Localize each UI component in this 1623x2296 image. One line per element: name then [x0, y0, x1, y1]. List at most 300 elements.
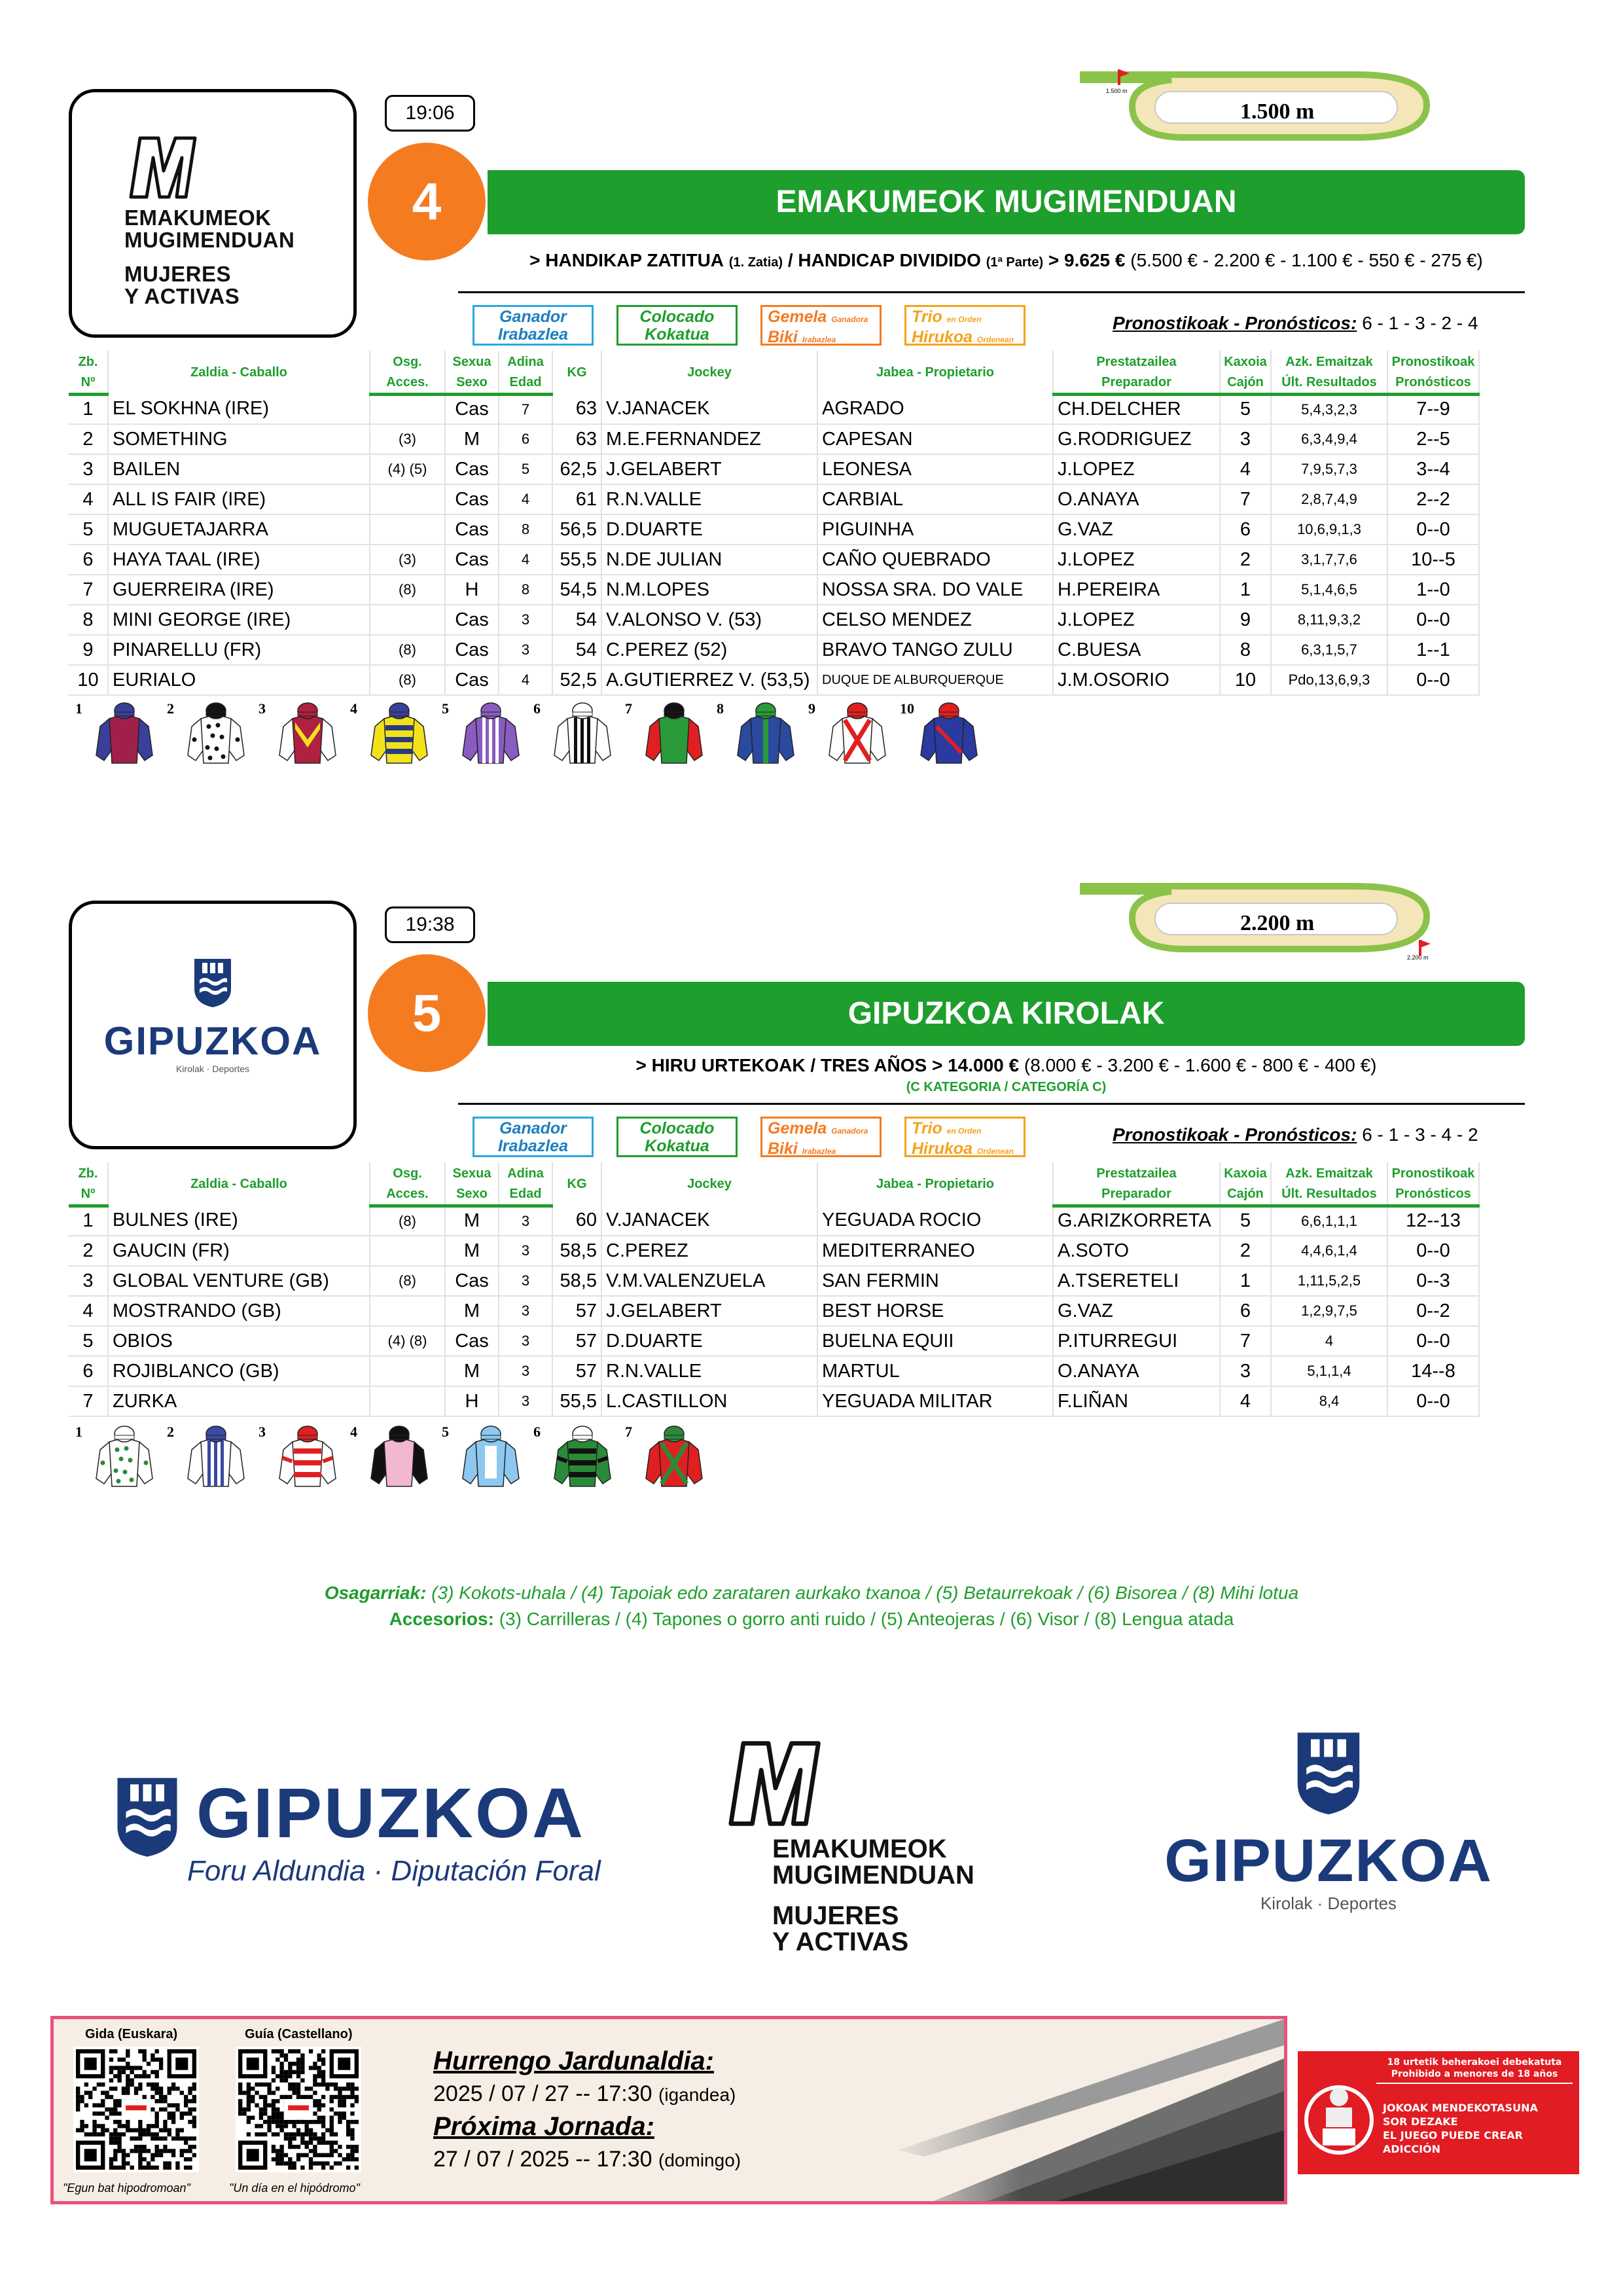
cell-jockey: D.DUARTE	[601, 514, 817, 545]
bet-trio	[904, 305, 1026, 346]
cell-weight: 63	[552, 424, 601, 454]
table-row	[69, 1296, 1479, 1326]
cell-forecast: 3--4	[1387, 454, 1479, 484]
next-date-es: 27 / 07 / 2025 -- 17:30	[433, 2147, 652, 2172]
table-row	[69, 545, 1479, 575]
cell-trainer: F.LIÑAN	[1053, 1386, 1220, 1416]
cell-row-number: 9	[69, 635, 108, 665]
cell-jockey: M.E.FERNANDEZ	[601, 424, 817, 454]
cell-owner: LEONESA	[817, 454, 1053, 484]
gipuzkoa-shield-icon	[111, 1774, 183, 1859]
cell-horse-name: OBIOS	[108, 1326, 370, 1356]
cell-owner: BEST HORSE	[817, 1296, 1053, 1326]
silk-number: 3	[259, 1424, 266, 1440]
logo-line-3: MUJERES	[772, 1901, 899, 1930]
cell-sex: M	[445, 1356, 499, 1386]
cell-accessories	[370, 1386, 445, 1416]
th-prest: Prestatzailea	[1053, 351, 1220, 372]
silk-item	[442, 1424, 533, 1502]
logo-line-2: MUGIMENDUAN	[124, 228, 295, 252]
warning-addiction	[1383, 2101, 1573, 2156]
table-row	[69, 394, 1479, 424]
cell-sex: Cas	[445, 635, 499, 665]
silk-item	[717, 700, 808, 779]
silk-item	[75, 700, 167, 779]
cell-trainer: J.LOPEZ	[1053, 545, 1220, 575]
silk-item	[625, 1424, 717, 1502]
cell-row-number: 1	[69, 394, 108, 424]
th-sexo: Sexo	[445, 372, 499, 394]
cell-jockey: C.PEREZ (52)	[601, 635, 817, 665]
warning-age	[1376, 2056, 1573, 2084]
table-row	[69, 1356, 1479, 1386]
th-acc: Acces.	[370, 1184, 445, 1206]
cell-trainer: G.ARIZKORRETA	[1053, 1206, 1220, 1236]
cell-draw: 1	[1220, 1266, 1271, 1296]
gipuzkoa-kirolak-logo	[69, 901, 357, 1149]
table-row	[69, 424, 1479, 454]
cell-forecast: 0--0	[1387, 665, 1479, 695]
cell-row-number: 2	[69, 1236, 108, 1266]
bet-ganador	[473, 305, 594, 346]
cell-draw: 1	[1220, 575, 1271, 605]
cell-jockey: R.N.VALLE	[601, 484, 817, 514]
bet-label: Hirukoa	[912, 1139, 973, 1158]
bet-colocado	[616, 1117, 738, 1157]
table-row	[69, 605, 1479, 635]
th-kaxoia: Kaxoia	[1220, 1162, 1271, 1184]
cell-jockey: L.CASTILLON	[601, 1386, 817, 1416]
cell-jockey: J.GELABERT	[601, 454, 817, 484]
accessories-es	[0, 1609, 1623, 1630]
cell-age: 5	[499, 454, 552, 484]
pron-value: 6 - 1 - 3 - 4 - 2	[1362, 1124, 1478, 1145]
bet-label: Biki	[768, 1139, 798, 1158]
logo-line-1: EMAKUMEOK	[124, 206, 272, 230]
bet-label: Kokatua	[645, 1137, 709, 1155]
cell-horse-name: HAYA TAAL (IRE)	[108, 545, 370, 575]
jockey-silk-icon	[919, 700, 978, 766]
jockey-silk-icon	[370, 1424, 429, 1489]
next-label-eu: Hurrengo Jardunaldia:	[433, 2047, 714, 2075]
cell-forecast: 0--0	[1387, 1236, 1479, 1266]
cell-weight: 56,5	[552, 514, 601, 545]
cond-breakdown: (5.500 € - 2.200 € - 1.100 € - 550 € - 275 €)	[1130, 250, 1483, 270]
cell-horse-name: GUERREIRA (IRE)	[108, 575, 370, 605]
cell-sex: Cas	[445, 545, 499, 575]
th-prons: Pronósticos	[1387, 372, 1479, 394]
cell-age: 4	[499, 545, 552, 575]
cell-sex: Cas	[445, 454, 499, 484]
cell-trainer: A.TSERETELI	[1053, 1266, 1220, 1296]
table-row	[69, 484, 1479, 514]
qr-icon	[76, 2049, 196, 2170]
cell-accessories	[370, 1296, 445, 1326]
race-number: 4	[368, 143, 486, 260]
cell-age: 3	[499, 1206, 552, 1236]
table-row	[69, 514, 1479, 545]
pron-value: 6 - 1 - 3 - 2 - 4	[1362, 313, 1478, 333]
cell-sex: Cas	[445, 605, 499, 635]
th-zb: Zb.	[69, 1162, 108, 1184]
cell-trainer: G.RODRIGUEZ	[1053, 424, 1220, 454]
cell-draw: 10	[1220, 665, 1271, 695]
cell-weight: 54	[552, 635, 601, 665]
cell-row-number: 3	[69, 454, 108, 484]
divider	[458, 1103, 1525, 1105]
table-row	[69, 575, 1479, 605]
jockey-silk-icon	[645, 1424, 704, 1489]
jockey-silk-icon	[278, 1424, 337, 1489]
th-n: Nº	[69, 372, 108, 394]
silk-number: 8	[717, 700, 724, 717]
person-icon	[1303, 2071, 1375, 2169]
jockey-silk-icon	[187, 1424, 245, 1489]
bet-label: Ganador	[499, 1119, 567, 1138]
cell-trainer: P.ITURREGUI	[1053, 1326, 1220, 1356]
race-time: 19:06	[385, 95, 475, 132]
cell-weight: 57	[552, 1326, 601, 1356]
cell-accessories	[370, 605, 445, 635]
race-conditions	[488, 1055, 1525, 1076]
cell-horse-name: ROJIBLANCO (GB)	[108, 1356, 370, 1386]
cell-row-number: 5	[69, 514, 108, 545]
silk-item	[625, 700, 717, 779]
bet-label: Gemela	[768, 1119, 827, 1138]
cell-forecast: 0--0	[1387, 1326, 1479, 1356]
grandstand-photo	[878, 2019, 1284, 2204]
qr-icon	[238, 2049, 359, 2170]
th-prest: Prestatzailea	[1053, 1162, 1220, 1184]
bet-label: Trio	[912, 308, 942, 326]
cell-owner: CARBIAL	[817, 484, 1053, 514]
warning-top-2: Prohibido a menores de 18 años	[1391, 2069, 1558, 2079]
cell-horse-name: MOSTRANDO (GB)	[108, 1296, 370, 1326]
cell-last-results: 5,4,3,2,3	[1271, 394, 1387, 424]
jockey-silk-icon	[95, 700, 154, 766]
cell-row-number: 8	[69, 605, 108, 635]
cell-sex: Cas	[445, 665, 499, 695]
table-row	[69, 1266, 1479, 1296]
table-row	[69, 1236, 1479, 1266]
cell-accessories	[370, 514, 445, 545]
cell-age: 6	[499, 424, 552, 454]
bet-ganador	[473, 1117, 594, 1157]
race-title: GIPUZKOA KIROLAK	[488, 982, 1525, 1046]
cell-last-results: 3,1,7,7,6	[1271, 545, 1387, 575]
cell-age: 3	[499, 1266, 552, 1296]
bet-label: en Orden	[946, 315, 982, 324]
th-kaxoia: Kaxoia	[1220, 351, 1271, 372]
qr-caption-eu: "Egun bat hipodromoan"	[63, 2181, 190, 2195]
cell-trainer: CH.DELCHER	[1053, 394, 1220, 424]
qr-caption-es: "Un día en el hipódromo"	[229, 2181, 360, 2195]
silk-number: 10	[900, 700, 914, 717]
cell-owner: CELSO MENDEZ	[817, 605, 1053, 635]
cell-trainer: O.ANAYA	[1053, 1356, 1220, 1386]
cell-trainer: H.PEREIRA	[1053, 575, 1220, 605]
silk-item	[442, 700, 533, 779]
cell-draw: 7	[1220, 484, 1271, 514]
cell-row-number: 2	[69, 424, 108, 454]
cell-draw: 7	[1220, 1326, 1271, 1356]
table-row	[69, 1386, 1479, 1416]
track-distance: 1.500 m	[1240, 99, 1315, 124]
next-date-eu: 2025 / 07 / 27 -- 17:30	[433, 2081, 652, 2106]
cell-accessories: (3)	[370, 424, 445, 454]
silk-item	[533, 1424, 625, 1502]
bet-gemela	[760, 305, 882, 346]
track-start-mark: 2.200 m	[1407, 954, 1429, 961]
th-sexo: Sexo	[445, 1184, 499, 1206]
cell-last-results: Pdo,13,6,9,3	[1271, 665, 1387, 695]
cell-forecast: 10--5	[1387, 545, 1479, 575]
th-prep: Preparador	[1053, 1184, 1220, 1206]
pronostics	[1113, 313, 1478, 334]
silk-number: 9	[808, 700, 815, 717]
th-kg: KG	[552, 1162, 601, 1206]
cell-horse-name: EL SOKHNA (IRE)	[108, 394, 370, 424]
cell-draw: 4	[1220, 454, 1271, 484]
race-time: 19:38	[385, 906, 475, 943]
logo-word: GIPUZKOA	[196, 1773, 586, 1852]
cell-accessories	[370, 1236, 445, 1266]
th-sexua: Sexua	[445, 1162, 499, 1184]
cell-accessories: (8)	[370, 1206, 445, 1236]
cell-owner: BUELNA EQUII	[817, 1326, 1053, 1356]
th-adina: Adina	[499, 351, 552, 372]
next-meeting	[433, 2045, 741, 2176]
qr-code-es[interactable]	[236, 2047, 361, 2172]
race-conditions	[488, 250, 1525, 271]
cell-age: 3	[499, 1296, 552, 1326]
cell-row-number: 1	[69, 1206, 108, 1236]
cell-horse-name: EURIALO	[108, 665, 370, 695]
logo-line-4: Y ACTIVAS	[124, 284, 240, 308]
table-row	[69, 1326, 1479, 1356]
cell-owner: MARTUL	[817, 1356, 1053, 1386]
cell-sex: H	[445, 575, 499, 605]
silk-item	[533, 700, 625, 779]
cell-age: 4	[499, 484, 552, 514]
jockey-silk-icon	[278, 700, 337, 766]
runners-table	[69, 351, 1480, 696]
divider	[458, 291, 1525, 293]
logo-sub: Kirolak · Deportes	[1260, 1893, 1397, 1913]
cell-forecast: 0--0	[1387, 605, 1479, 635]
bet-label: Irabazlea	[497, 1137, 568, 1155]
jockey-silk-icon	[461, 700, 520, 766]
accessories-eu	[0, 1583, 1623, 1604]
logo-line-3: MUJERES	[124, 262, 232, 286]
th-edad: Edad	[499, 372, 552, 394]
cell-age: 3	[499, 605, 552, 635]
next-day-es: (domingo)	[658, 2150, 741, 2170]
cell-horse-name: SOMETHING	[108, 424, 370, 454]
cell-jockey: V.M.VALENZUELA	[601, 1266, 817, 1296]
acc-eu-text: (3) Kokots-uhala / (4) Tapoiak edo zarataren aurkako txanoa / (5) Betaurrekoak / (6) Bisorea / (8) Mihi lotua	[431, 1583, 1299, 1603]
runners-table	[69, 1162, 1480, 1417]
th-horse: Zaldia - Caballo	[108, 351, 370, 394]
bet-label: Ordenean	[977, 335, 1014, 344]
cond-prize: > 9.625 €	[1048, 250, 1126, 270]
jockey-silk-icon	[553, 1424, 612, 1489]
silk-item	[900, 700, 991, 779]
cell-forecast: 7--9	[1387, 394, 1479, 424]
cell-draw: 9	[1220, 605, 1271, 635]
cell-last-results: 10,6,9,1,3	[1271, 514, 1387, 545]
cell-age: 3	[499, 1356, 552, 1386]
cell-weight: 61	[552, 484, 601, 514]
cell-forecast: 1--0	[1387, 575, 1479, 605]
th-horse: Zaldia - Caballo	[108, 1162, 370, 1206]
cell-age: 4	[499, 665, 552, 695]
th-azk: Azk. Emaitzak	[1271, 1162, 1387, 1184]
cell-accessories	[370, 484, 445, 514]
jockey-silk-icon	[95, 1424, 154, 1489]
race-title: EMAKUMEOK MUGIMENDUAN	[488, 170, 1525, 234]
cell-horse-name: PINARELLU (FR)	[108, 635, 370, 665]
acc-es-label: Accesorios:	[389, 1609, 494, 1629]
cell-forecast: 0--3	[1387, 1266, 1479, 1296]
cell-trainer: J.M.OSORIO	[1053, 665, 1220, 695]
cell-owner: AGRADO	[817, 394, 1053, 424]
cell-age: 3	[499, 1326, 552, 1356]
cell-owner: YEGUADA MILITAR	[817, 1386, 1053, 1416]
cell-owner: MEDITERRANEO	[817, 1236, 1053, 1266]
next-label-es: Próxima Jornada:	[433, 2112, 654, 2141]
silk-number: 4	[350, 700, 357, 717]
cell-last-results: 1,11,5,2,5	[1271, 1266, 1387, 1296]
jockey-silk-icon	[553, 700, 612, 766]
cell-accessories: (4) (5)	[370, 454, 445, 484]
silk-number: 1	[75, 1424, 82, 1440]
th-n: Nº	[69, 1184, 108, 1206]
cell-weight: 54	[552, 605, 601, 635]
pronostics	[1113, 1124, 1478, 1145]
cell-horse-name: MINI GEORGE (IRE)	[108, 605, 370, 635]
bet-label: Ganador	[499, 308, 567, 326]
bet-label: Irabazlea	[802, 335, 836, 344]
cell-last-results: 5,1,4,6,5	[1271, 575, 1387, 605]
silk-item	[75, 1424, 167, 1502]
cell-jockey: V.JANACEK	[601, 1206, 817, 1236]
cell-sex: M	[445, 424, 499, 454]
cell-draw: 3	[1220, 424, 1271, 454]
cell-last-results: 1,2,9,7,5	[1271, 1296, 1387, 1326]
cell-sex: Cas	[445, 394, 499, 424]
cell-horse-name: GAUCIN (FR)	[108, 1236, 370, 1266]
cell-forecast: 12--13	[1387, 1206, 1479, 1236]
cell-age: 8	[499, 575, 552, 605]
cell-last-results: 5,1,1,4	[1271, 1356, 1387, 1386]
th-acc: Acces.	[370, 372, 445, 394]
cell-weight: 55,5	[552, 545, 601, 575]
cell-jockey: C.PEREZ	[601, 1236, 817, 1266]
bet-label: en Orden	[946, 1126, 982, 1136]
th-owner: Jabea - Propietario	[817, 351, 1053, 394]
th-azk: Azk. Emaitzak	[1271, 351, 1387, 372]
th-osg: Osg.	[370, 1162, 445, 1184]
cell-accessories: (8)	[370, 635, 445, 665]
cond-es-part: (1ª Parte)	[986, 255, 1044, 270]
th-jockey: Jockey	[601, 1162, 817, 1206]
cell-accessories: (3)	[370, 545, 445, 575]
cell-forecast: 1--1	[1387, 635, 1479, 665]
cell-weight: 62,5	[552, 454, 601, 484]
cell-row-number: 10	[69, 665, 108, 695]
cell-sex: M	[445, 1296, 499, 1326]
next-day-eu: (igandea)	[658, 2085, 736, 2105]
cell-jockey: V.JANACEK	[601, 394, 817, 424]
bet-label: Trio	[912, 1119, 942, 1138]
logo-sub: Foru Aldundia · Diputación Foral	[187, 1855, 601, 1887]
cell-trainer: A.SOTO	[1053, 1236, 1220, 1266]
cond-eu-part: (1. Zatia)	[728, 255, 783, 270]
cell-sex: Cas	[445, 1326, 499, 1356]
th-edad: Edad	[499, 1184, 552, 1206]
bet-trio	[904, 1117, 1026, 1157]
th-osg: Osg.	[370, 351, 445, 372]
cell-trainer: C.BUESA	[1053, 635, 1220, 665]
cell-forecast: 2--2	[1387, 484, 1479, 514]
cell-draw: 5	[1220, 394, 1271, 424]
track-diagram	[1080, 877, 1446, 962]
qr-label-eu: Gida (Euskara)	[85, 2027, 178, 2041]
jockey-silk-icon	[828, 700, 887, 766]
cell-age: 3	[499, 635, 552, 665]
cell-trainer: G.VAZ	[1053, 514, 1220, 545]
cell-owner: YEGUADA ROCIO	[817, 1206, 1053, 1236]
cell-accessories: (4) (8)	[370, 1326, 445, 1356]
cell-weight: 54,5	[552, 575, 601, 605]
jockey-silk-icon	[370, 700, 429, 766]
silk-number: 5	[442, 700, 449, 717]
cell-horse-name: BULNES (IRE)	[108, 1206, 370, 1236]
cond-breakdown: (8.000 € - 3.200 € - 1.600 € - 800 € - 400 €)	[1024, 1055, 1377, 1075]
silk-number: 7	[625, 1424, 632, 1440]
qr-code-eu[interactable]	[73, 2047, 199, 2172]
track-start-mark: 1.500 m	[1106, 88, 1128, 94]
footer-banner	[50, 2016, 1287, 2204]
cell-accessories: (8)	[370, 575, 445, 605]
cell-last-results: 6,3,1,5,7	[1271, 635, 1387, 665]
cell-last-results: 6,3,4,9,4	[1271, 424, 1387, 454]
m-logo-icon	[720, 1734, 831, 1833]
cell-draw: 8	[1220, 635, 1271, 665]
cell-last-results: 8,4	[1271, 1386, 1387, 1416]
acc-es-text: (3) Carrilleras / (4) Tapones o gorro anti ruido / (5) Anteojeras / (6) Visor / (8) Lengua atada	[499, 1609, 1234, 1629]
silk-number: 1	[75, 700, 82, 717]
cell-forecast: 0--2	[1387, 1296, 1479, 1326]
cell-age: 8	[499, 514, 552, 545]
jockey-silk-icon	[736, 700, 795, 766]
bet-label: Ganadora	[831, 1126, 868, 1136]
logo-line-1: EMAKUMEOK	[772, 1835, 947, 1863]
cell-row-number: 3	[69, 1266, 108, 1296]
bet-label: Ganadora	[831, 315, 868, 324]
race-category: (C KATEGORIA / CATEGORÍA C)	[906, 1080, 1107, 1094]
cell-row-number: 4	[69, 484, 108, 514]
cell-jockey: R.N.VALLE	[601, 1356, 817, 1386]
cell-last-results: 8,11,9,3,2	[1271, 605, 1387, 635]
silk-number: 4	[350, 1424, 357, 1440]
cell-accessories: (8)	[370, 665, 445, 695]
jockey-silk-icon	[187, 700, 245, 766]
bet-label: Gemela	[768, 308, 827, 326]
th-pronk: Pronostikoak	[1387, 1162, 1479, 1184]
logo-sub: Kirolak · Deportes	[175, 1064, 250, 1074]
